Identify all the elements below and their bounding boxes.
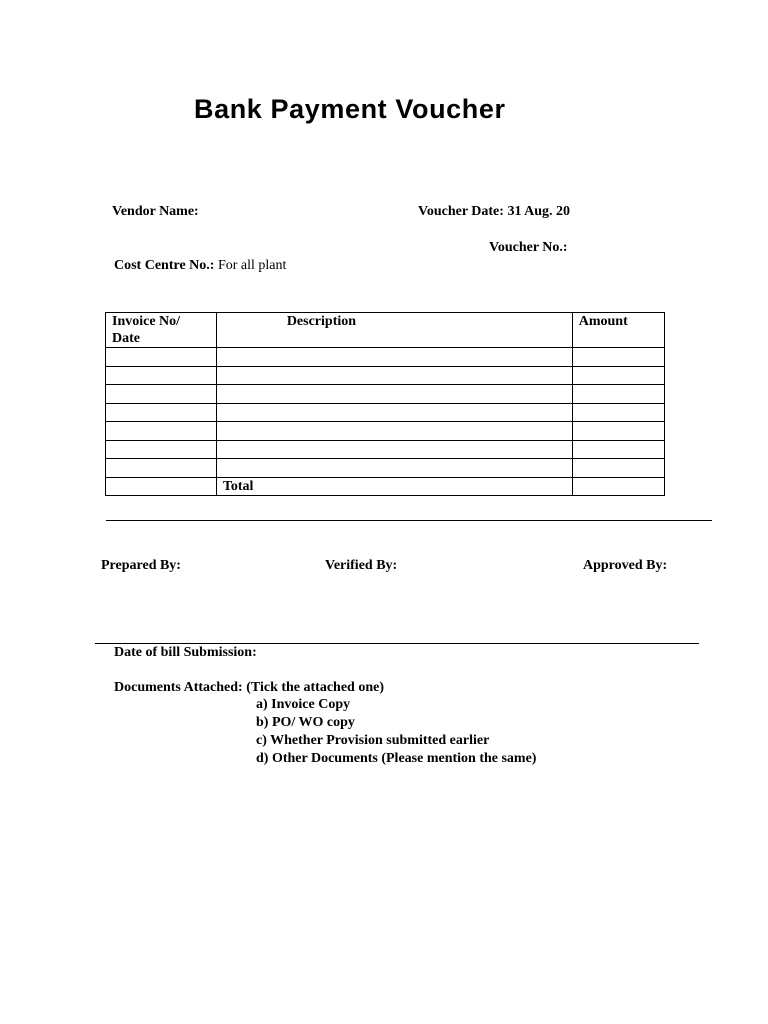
table-cell xyxy=(106,477,217,496)
document-item: c) Whether Provision submitted earlier xyxy=(256,733,490,748)
table-cell xyxy=(106,366,217,385)
table-header-row xyxy=(106,313,665,348)
table-row xyxy=(106,422,665,441)
table-cell xyxy=(216,385,572,404)
table-cell xyxy=(572,459,664,478)
table-cell xyxy=(572,385,664,404)
document-item: a) Invoice Copy xyxy=(256,697,351,712)
table-row xyxy=(106,459,665,478)
table-row xyxy=(106,385,665,404)
table-row xyxy=(106,348,665,367)
approved-by-label: Approved By: xyxy=(583,558,668,573)
table-cell xyxy=(216,403,572,422)
table-cell xyxy=(216,459,572,478)
documents-attached xyxy=(114,680,384,696)
voucher-date-field xyxy=(418,204,570,220)
total-amount-cell xyxy=(572,477,664,496)
voucher-no-label: Voucher No.: xyxy=(489,240,568,255)
table-cell xyxy=(106,403,217,422)
table-cell xyxy=(572,403,664,422)
documents-attached-label: Documents Attached: xyxy=(114,680,243,695)
table-cell xyxy=(216,366,572,385)
table-cell xyxy=(106,348,217,367)
table-cell xyxy=(572,422,664,441)
table-row xyxy=(106,366,665,385)
table-cell xyxy=(106,385,217,404)
vendor-name-label: Vendor Name: xyxy=(112,204,199,219)
total-label: Total xyxy=(216,477,572,496)
divider-line xyxy=(106,520,712,521)
cost-centre-label: Cost Centre No.: xyxy=(114,258,215,273)
header-amount: Amount xyxy=(572,313,664,348)
cost-centre-value: For all plant xyxy=(217,258,287,273)
documents-attached-hint: (Tick the attached one) xyxy=(246,680,385,695)
table-cell xyxy=(106,422,217,441)
table-cell xyxy=(106,459,217,478)
invoice-table xyxy=(105,312,665,496)
document-item: b) PO/ WO copy xyxy=(256,715,355,730)
prepared-by-label: Prepared By: xyxy=(101,558,181,573)
table-cell xyxy=(216,440,572,459)
voucher-date-value: 31 Aug. 20 xyxy=(507,204,571,219)
table-cell xyxy=(216,422,572,441)
header-invoice: Invoice No/ Date xyxy=(106,313,217,348)
table-cell xyxy=(572,440,664,459)
table-cell xyxy=(572,348,664,367)
table-row xyxy=(106,403,665,422)
verified-by-label: Verified By: xyxy=(325,558,398,573)
table-total-row xyxy=(106,477,665,496)
table-row xyxy=(106,440,665,459)
voucher-date-label: Voucher Date: xyxy=(418,204,504,219)
page-title: Bank Payment Voucher xyxy=(194,94,506,124)
cost-centre-field xyxy=(114,258,286,274)
table-cell xyxy=(216,348,572,367)
bill-submission-label: Date of bill Submission: xyxy=(114,645,257,660)
divider-line xyxy=(95,643,699,644)
document-item: d) Other Documents (Please mention the same) xyxy=(256,751,537,766)
header-description: Description xyxy=(216,313,572,348)
table-cell xyxy=(572,366,664,385)
table-cell xyxy=(106,440,217,459)
